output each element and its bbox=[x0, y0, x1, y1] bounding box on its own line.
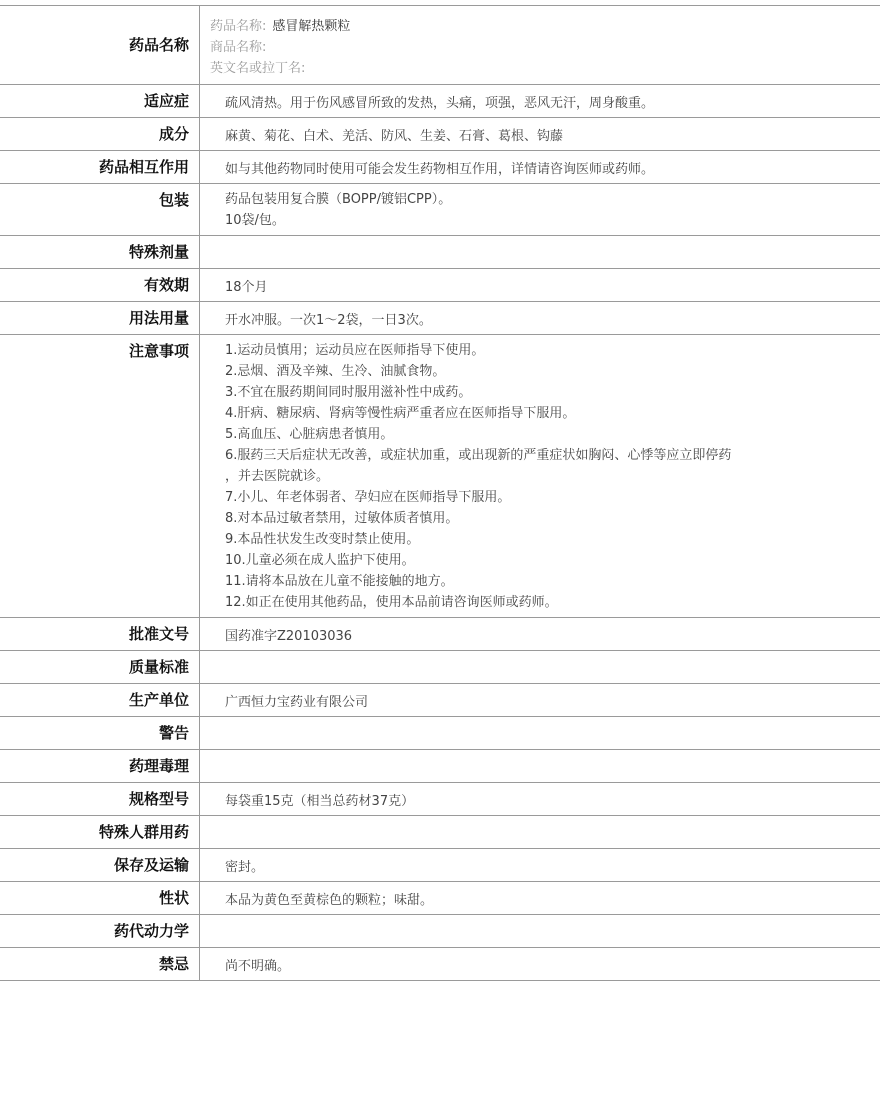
row-label: 禁忌 bbox=[0, 948, 200, 980]
row-label: 药理毒理 bbox=[0, 750, 200, 782]
latin-name-line bbox=[210, 58, 870, 79]
row-value bbox=[200, 816, 880, 848]
row-value: 广西恒力宝药业有限公司 bbox=[225, 695, 369, 710]
row-label: 生产单位 bbox=[0, 684, 200, 716]
row-value: 如与其他药物同时使用可能会发生药物相互作用，详情请咨询医师或药师。 bbox=[225, 162, 655, 177]
row-validity bbox=[0, 269, 880, 302]
row-value: 密封。 bbox=[225, 860, 265, 875]
precaution-item: 5.高血压、心脏病患者慎用。 bbox=[225, 427, 394, 442]
row-manufacturer bbox=[0, 684, 880, 717]
row-pharmacokinetics bbox=[0, 915, 880, 948]
row-packaging bbox=[0, 184, 880, 236]
row-value: 18个月 bbox=[225, 280, 268, 295]
row-label: 药品相互作用 bbox=[0, 151, 200, 183]
row-value bbox=[200, 750, 880, 782]
precaution-item: 11.请将本品放在儿童不能接触的地方。 bbox=[225, 574, 454, 589]
row-value bbox=[200, 236, 880, 268]
row-specification bbox=[0, 783, 880, 816]
row-label: 警告 bbox=[0, 717, 200, 749]
precaution-item: 3.不宜在服药期间同时服用滋补性中成药。 bbox=[225, 385, 472, 400]
packaging-line: 药品包装用复合膜（BOPP/镀铝CPP）。 bbox=[225, 192, 452, 207]
row-usage bbox=[0, 302, 880, 335]
row-precautions bbox=[0, 335, 880, 618]
row-label: 特殊剂量 bbox=[0, 236, 200, 268]
row-label: 批准文号 bbox=[0, 618, 200, 650]
row-label: 用法用量 bbox=[0, 302, 200, 334]
precaution-item: 1.运动员慎用；运动员应在医师指导下使用。 bbox=[225, 343, 485, 358]
row-indications bbox=[0, 85, 880, 118]
trade-name-line bbox=[210, 37, 870, 58]
row-ingredients bbox=[0, 118, 880, 151]
row-storage bbox=[0, 849, 880, 882]
row-value bbox=[200, 717, 880, 749]
trade-name-key: 商品名称: bbox=[210, 40, 267, 55]
drug-name-key: 药品名称: bbox=[210, 19, 267, 34]
precaution-item: 4.肝病、糖尿病、肾病等慢性病严重者应在医师指导下服用。 bbox=[225, 406, 576, 421]
row-value bbox=[200, 651, 880, 683]
precaution-item: 2.忌烟、酒及辛辣、生冷、油腻食物。 bbox=[225, 364, 446, 379]
row-label: 性状 bbox=[0, 882, 200, 914]
latin-name-key: 英文名或拉丁名: bbox=[210, 61, 306, 76]
row-quality-standard bbox=[0, 651, 880, 684]
row-value: 麻黄、菊花、白术、羌活、防风、生姜、石膏、葛根、钩藤 bbox=[225, 129, 564, 144]
packaging-line: 10袋/包。 bbox=[225, 213, 285, 228]
row-interactions bbox=[0, 151, 880, 184]
row-pharmacology bbox=[0, 750, 880, 783]
row-label: 特殊人群用药 bbox=[0, 816, 200, 848]
row-warning bbox=[0, 717, 880, 750]
row-value: 尚不明确。 bbox=[225, 959, 291, 974]
row-label: 注意事项 bbox=[0, 335, 200, 617]
precaution-item: 6.服药三天后症状无改善，或症状加重，或出现新的严重症状如胸闷、心悸等应立即停药 bbox=[225, 448, 732, 463]
row-label: 成分 bbox=[0, 118, 200, 150]
row-label: 药代动力学 bbox=[0, 915, 200, 947]
row-label: 质量标准 bbox=[0, 651, 200, 683]
row-value bbox=[200, 6, 880, 84]
row-value bbox=[200, 335, 880, 617]
row-label: 包装 bbox=[0, 184, 200, 235]
drug-spec-table bbox=[0, 5, 880, 981]
row-value: 开水冲服。一次1～2袋，一日3次。 bbox=[225, 313, 432, 328]
trade-name-value bbox=[266, 40, 272, 55]
row-value bbox=[200, 915, 880, 947]
row-value: 每袋重15克（相当总药材37克） bbox=[225, 794, 415, 809]
row-contraindications bbox=[0, 948, 880, 981]
row-approval-number bbox=[0, 618, 880, 651]
drug-name-line bbox=[210, 16, 870, 37]
precaution-item: 7.小儿、年老体弱者、孕妇应在医师指导下服用。 bbox=[225, 490, 511, 505]
precaution-item: 9.本品性状发生改变时禁止使用。 bbox=[225, 532, 420, 547]
row-special-dosage bbox=[0, 236, 880, 269]
row-label: 规格型号 bbox=[0, 783, 200, 815]
precaution-item: 12.如正在使用其他药品，使用本品前请咨询医师或药师。 bbox=[225, 595, 558, 610]
row-value: 疏风清热。用于伤风感冒所致的发热，头痛，项强，恶风无汗，周身酸重。 bbox=[225, 96, 655, 111]
row-label: 有效期 bbox=[0, 269, 200, 301]
row-value: 国药准字Z20103036 bbox=[225, 629, 353, 644]
row-appearance bbox=[0, 882, 880, 915]
row-drug-names bbox=[0, 6, 880, 85]
row-label: 药品名称 bbox=[0, 6, 200, 84]
precaution-item: 10.儿童必须在成人监护下使用。 bbox=[225, 553, 415, 568]
row-value bbox=[200, 184, 880, 235]
row-label: 适应症 bbox=[0, 85, 200, 117]
precaution-item: 8.对本品过敏者禁用，过敏体质者慎用。 bbox=[225, 511, 459, 526]
precaution-item-continued: ，并去医院就诊。 bbox=[225, 469, 330, 484]
latin-name-value bbox=[305, 61, 311, 76]
drug-name-value: 感冒解热颗粒 bbox=[272, 19, 351, 34]
row-value: 本品为黄色至黄棕色的颗粒；味甜。 bbox=[225, 893, 434, 908]
row-label: 保存及运输 bbox=[0, 849, 200, 881]
row-special-groups bbox=[0, 816, 880, 849]
